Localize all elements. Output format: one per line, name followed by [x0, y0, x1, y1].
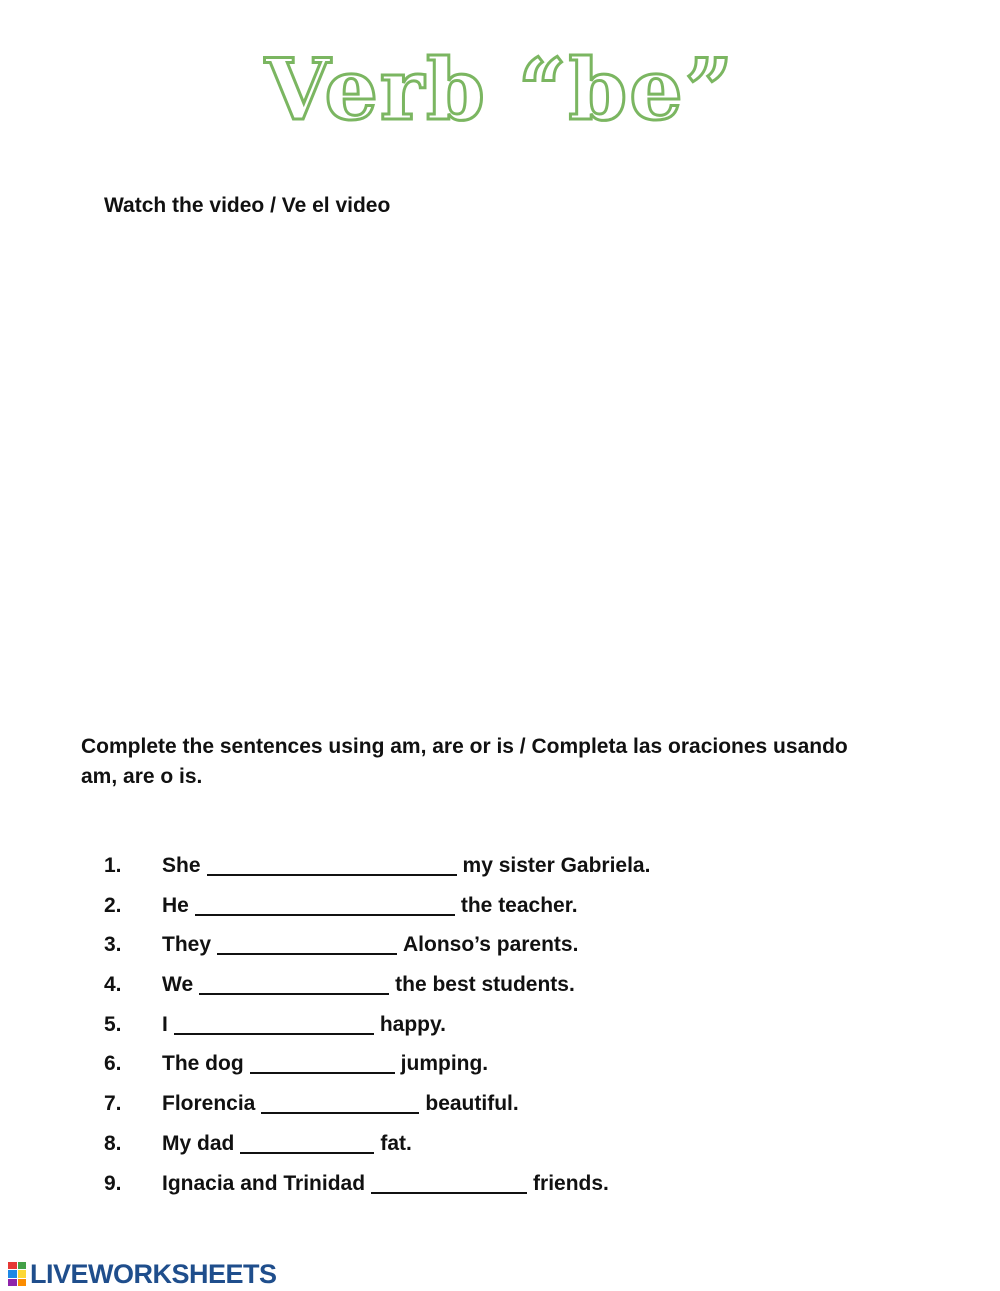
logo-tile — [8, 1279, 17, 1286]
exercise-item — [104, 1052, 650, 1092]
brand-name: LIVEWORKSHEETS — [30, 1258, 277, 1289]
liveworksheets-logo-icon — [8, 1262, 26, 1286]
footer-brand[interactable] — [8, 1259, 277, 1289]
item-number: 4. — [104, 973, 122, 997]
item-number: 9. — [104, 1171, 122, 1195]
logo-tile — [18, 1270, 27, 1277]
sentence-start: My dad — [162, 1131, 235, 1155]
sentence-start: Ignacia and Trinidad — [162, 1171, 366, 1195]
item-number: 7. — [104, 1092, 122, 1116]
sentence-start: She — [162, 854, 201, 877]
sentence-end: the teacher. — [460, 893, 578, 917]
sentence-end: the best students. — [395, 973, 575, 997]
exercise-item — [104, 933, 650, 973]
sentence-end: jumping. — [400, 1052, 489, 1076]
logo-tile — [18, 1279, 27, 1286]
answer-blank[interactable] — [217, 933, 397, 955]
sentence-end: friends. — [533, 1171, 609, 1195]
sentence-end: Alonso’s parents. — [403, 933, 579, 957]
item-number: 5. — [104, 1012, 122, 1036]
item-number: 3. — [104, 933, 122, 957]
item-number: 1. — [104, 854, 122, 877]
logo-tile — [18, 1262, 27, 1269]
exercise-instructions: Complete the sentences using am, are or is / Completa las oraciones usando am, are o is. — [81, 735, 848, 788]
exercise-item — [104, 1172, 650, 1212]
logo-tile — [8, 1262, 17, 1269]
item-number: 8. — [104, 1131, 122, 1155]
video-instruction: Watch the video / Ve el video — [104, 194, 391, 217]
exercise-item — [104, 973, 650, 1013]
sentence-start: They — [162, 933, 212, 957]
exercise-item — [104, 1132, 650, 1172]
answer-blank[interactable] — [250, 1052, 395, 1074]
exercise-item — [104, 894, 650, 934]
sentence-end: happy. — [379, 1012, 446, 1036]
sentence-end: fat. — [380, 1131, 412, 1155]
sentence-start: We — [162, 973, 194, 997]
answer-blank[interactable] — [261, 1092, 419, 1114]
video-placeholder[interactable] — [100, 250, 880, 690]
item-number: 6. — [104, 1052, 122, 1076]
answer-blank[interactable] — [240, 1132, 374, 1154]
answer-blank[interactable] — [199, 973, 389, 995]
answer-blank[interactable] — [207, 854, 457, 876]
sentence-start: Florencia — [162, 1092, 256, 1116]
answer-blank[interactable] — [174, 1013, 374, 1035]
exercise-item — [104, 854, 650, 894]
worksheet-title: Verb “be” — [265, 40, 735, 139]
sentence-start: The dog — [162, 1052, 244, 1076]
logo-tile — [8, 1270, 17, 1277]
item-number: 2. — [104, 893, 122, 917]
sentence-start: He — [162, 893, 189, 917]
exercise-item — [104, 1013, 650, 1053]
exercise-list — [104, 854, 650, 1211]
exercise-item — [104, 1092, 650, 1132]
sentence-start: I — [162, 1012, 168, 1036]
answer-blank[interactable] — [371, 1172, 527, 1194]
answer-blank[interactable] — [195, 894, 455, 916]
sentence-end: beautiful. — [425, 1092, 519, 1116]
sentence-end: my sister Gabriela. — [462, 854, 651, 877]
